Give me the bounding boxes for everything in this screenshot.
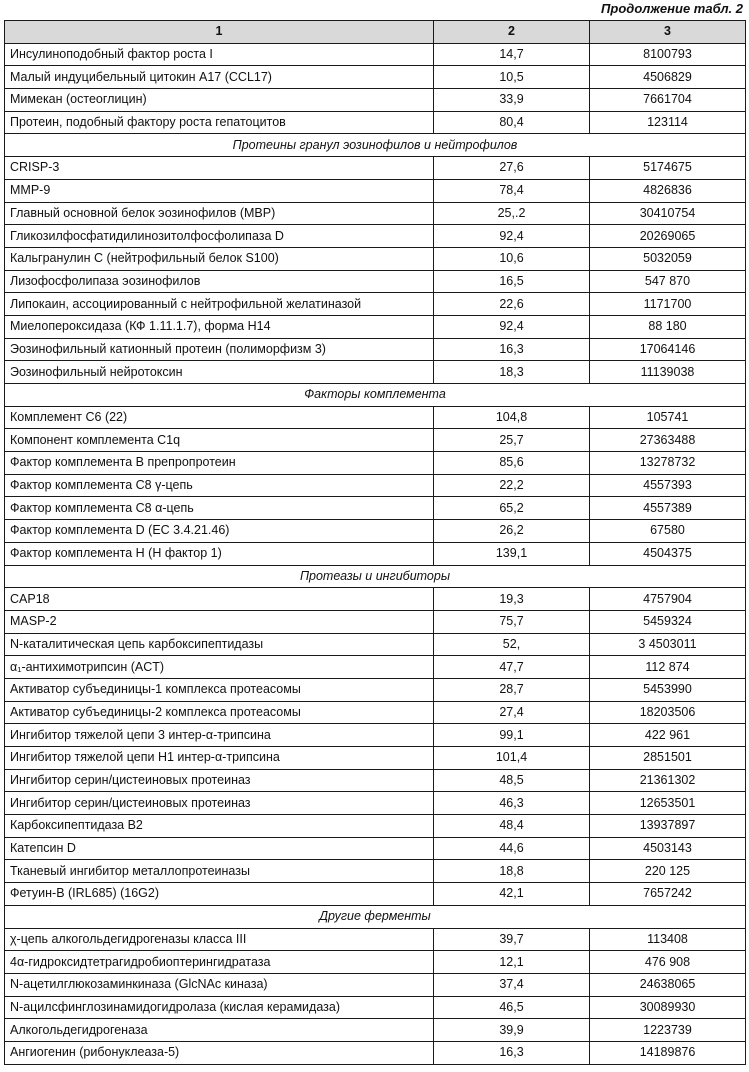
cell-name: Фактор комплемента D (EC 3.4.21.46) (5, 520, 434, 543)
cell-col3: 20269065 (590, 225, 746, 248)
table-row (5, 542, 746, 565)
cell-name: N-ацилсфинглозинамидогидролаза (кислая керамидаза) (5, 996, 434, 1019)
cell-col3: 14189876 (590, 1041, 746, 1064)
cell-col2: 25,7 (434, 429, 590, 452)
cell-name: Ингибитор тяжелой цепи 3 интер-α-трипсина (5, 724, 434, 747)
table-row (5, 89, 746, 112)
cell-col2: 27,6 (434, 157, 590, 180)
cell-name: Эозинофильный нейротоксин (5, 361, 434, 384)
cell-name: Фактор комплемента C8 γ-цепь (5, 474, 434, 497)
cell-name: Протеин, подобный фактору роста гепатоцитов (5, 111, 434, 134)
cell-name: Комплемент C6 (22) (5, 406, 434, 429)
section-title: Другие ферменты (5, 905, 746, 928)
section-row (5, 384, 746, 407)
cell-col2: 22,6 (434, 293, 590, 316)
cell-col3: 123114 (590, 111, 746, 134)
table-row (5, 951, 746, 974)
column-header-1: 1 (5, 21, 434, 44)
cell-col3: 547 870 (590, 270, 746, 293)
cell-col2: 48,5 (434, 769, 590, 792)
cell-col3: 13937897 (590, 815, 746, 838)
cell-col3: 12653501 (590, 792, 746, 815)
cell-col3: 5453990 (590, 678, 746, 701)
table-row (5, 1019, 746, 1042)
cell-name: CAP18 (5, 588, 434, 611)
cell-col3: 5174675 (590, 157, 746, 180)
cell-col3: 24638065 (590, 973, 746, 996)
cell-col2: 92,4 (434, 225, 590, 248)
table-row (5, 656, 746, 679)
cell-col2: 52, (434, 633, 590, 656)
table-row (5, 270, 746, 293)
cell-name: Катепсин D (5, 837, 434, 860)
cell-name: Кальгранулин C (нейтрофильный белок S100) (5, 247, 434, 270)
table-row (5, 293, 746, 316)
cell-name: Лизофосфолипаза эозинофилов (5, 270, 434, 293)
cell-col2: 42,1 (434, 883, 590, 906)
cell-col2: 80,4 (434, 111, 590, 134)
section-title: Факторы комплемента (5, 384, 746, 407)
cell-col3: 112 874 (590, 656, 746, 679)
cell-name: Тканевый ингибитор металлопротеиназы (5, 860, 434, 883)
table-row (5, 792, 746, 815)
cell-col2: 16,3 (434, 338, 590, 361)
cell-col2: 27,4 (434, 701, 590, 724)
table-row (5, 678, 746, 701)
table-row (5, 43, 746, 66)
cell-name: Главный основной белок эозинофилов (MBP) (5, 202, 434, 225)
cell-col2: 92,4 (434, 315, 590, 338)
cell-col2: 46,3 (434, 792, 590, 815)
cell-col2: 85,6 (434, 452, 590, 475)
table-row (5, 315, 746, 338)
cell-col3: 7661704 (590, 89, 746, 112)
table-row (5, 610, 746, 633)
cell-col2: 26,2 (434, 520, 590, 543)
cell-col2: 75,7 (434, 610, 590, 633)
table-row (5, 406, 746, 429)
cell-col3: 88 180 (590, 315, 746, 338)
cell-name: Гликозилфосфатидилинозитолфосфолипаза D (5, 225, 434, 248)
cell-name: N-каталитическая цепь карбоксипептидазы (5, 633, 434, 656)
cell-col3: 4506829 (590, 66, 746, 89)
cell-col3: 3 4503011 (590, 633, 746, 656)
cell-name: Фактор комплемента B препропротеин (5, 452, 434, 475)
table-row (5, 860, 746, 883)
header-row (5, 21, 746, 44)
table-row (5, 429, 746, 452)
table-row (5, 111, 746, 134)
table-row (5, 202, 746, 225)
cell-col3: 1223739 (590, 1019, 746, 1042)
cell-name: CRISP-3 (5, 157, 434, 180)
cell-col2: 10,6 (434, 247, 590, 270)
table-row (5, 497, 746, 520)
cell-name: Мимекан (остеоглицин) (5, 89, 434, 112)
cell-col3: 113408 (590, 928, 746, 951)
cell-col3: 2851501 (590, 747, 746, 770)
table-row (5, 474, 746, 497)
cell-name: MMP-9 (5, 179, 434, 202)
section-title: Протеазы и ингибиторы (5, 565, 746, 588)
cell-col2: 46,5 (434, 996, 590, 1019)
cell-col2: 101,4 (434, 747, 590, 770)
section-row (5, 565, 746, 588)
cell-name: N-ацетилглюкозаминкиназа (GlcNAc киназа) (5, 973, 434, 996)
cell-name: Алкогольдегидрогеназа (5, 1019, 434, 1042)
table-body (5, 43, 746, 1064)
table-row (5, 815, 746, 838)
cell-col2: 39,9 (434, 1019, 590, 1042)
cell-name: Эозинофильный катионный протеин (полиморфизм 3) (5, 338, 434, 361)
cell-col2: 12,1 (434, 951, 590, 974)
cell-col3: 4757904 (590, 588, 746, 611)
cell-col2: 65,2 (434, 497, 590, 520)
cell-name: α₁-антихимотрипсин (ACT) (5, 656, 434, 679)
cell-name: Карбоксипептидаза B2 (5, 815, 434, 838)
cell-col2: 19,3 (434, 588, 590, 611)
cell-col2: 37,4 (434, 973, 590, 996)
cell-name: Ингибитор серин/цистеиновых протеиназ (5, 769, 434, 792)
cell-col3: 13278732 (590, 452, 746, 475)
cell-col2: 18,3 (434, 361, 590, 384)
column-header-3: 3 (590, 21, 746, 44)
data-table (4, 20, 746, 1065)
table-row (5, 225, 746, 248)
cell-col2: 44,6 (434, 837, 590, 860)
table-row (5, 452, 746, 475)
cell-col3: 1171700 (590, 293, 746, 316)
cell-name: 4α-гидроксидтетрагидробиоптерингидратаза (5, 951, 434, 974)
cell-col2: 78,4 (434, 179, 590, 202)
cell-name: Фактор комплемента C8 α-цепь (5, 497, 434, 520)
cell-name: Липокаин, ассоциированный с нейтрофильной желатиназой (5, 293, 434, 316)
cell-col2: 48,4 (434, 815, 590, 838)
table-row (5, 588, 746, 611)
cell-col2: 16,3 (434, 1041, 590, 1064)
table-row (5, 247, 746, 270)
cell-name: Ингибитор серин/цистеиновых протеиназ (5, 792, 434, 815)
cell-col3: 27363488 (590, 429, 746, 452)
cell-col3: 67580 (590, 520, 746, 543)
cell-name: Малый индуцибельный цитокин A17 (CCL17) (5, 66, 434, 89)
cell-col3: 5459324 (590, 610, 746, 633)
table-row (5, 996, 746, 1019)
cell-col2: 22,2 (434, 474, 590, 497)
cell-col2: 10,5 (434, 66, 590, 89)
cell-name: Миелопероксидаза (КФ 1.11.1.7), форма H14 (5, 315, 434, 338)
cell-col2: 16,5 (434, 270, 590, 293)
cell-col3: 220 125 (590, 860, 746, 883)
table-row (5, 1041, 746, 1064)
table-row (5, 747, 746, 770)
cell-col3: 8100793 (590, 43, 746, 66)
section-row (5, 134, 746, 157)
cell-col2: 99,1 (434, 724, 590, 747)
table-row (5, 837, 746, 860)
cell-col3: 4504375 (590, 542, 746, 565)
cell-col2: 28,7 (434, 678, 590, 701)
cell-col2: 139,1 (434, 542, 590, 565)
cell-col3: 21361302 (590, 769, 746, 792)
cell-col3: 105741 (590, 406, 746, 429)
cell-col3: 5032059 (590, 247, 746, 270)
cell-col2: 18,8 (434, 860, 590, 883)
table-row (5, 66, 746, 89)
table-row (5, 973, 746, 996)
cell-col3: 476 908 (590, 951, 746, 974)
cell-name: Компонент комплемента C1q (5, 429, 434, 452)
cell-col3: 4557389 (590, 497, 746, 520)
table-caption: Продолжение табл. 2 (601, 1, 743, 16)
table-row (5, 928, 746, 951)
table-row (5, 520, 746, 543)
cell-col3: 4826836 (590, 179, 746, 202)
section-row (5, 905, 746, 928)
table-row (5, 633, 746, 656)
cell-col2: 14,7 (434, 43, 590, 66)
cell-name: Ангиогенин (рибонуклеаза-5) (5, 1041, 434, 1064)
cell-name: Ингибитор тяжелой цепи H1 интер-α-трипсина (5, 747, 434, 770)
table-row (5, 179, 746, 202)
cell-col3: 4557393 (590, 474, 746, 497)
cell-col3: 422 961 (590, 724, 746, 747)
cell-col2: 33,9 (434, 89, 590, 112)
cell-col2: 47,7 (434, 656, 590, 679)
column-header-2: 2 (434, 21, 590, 44)
table-row (5, 361, 746, 384)
cell-name: χ-цепь алкогольдегидрогеназы класса III (5, 928, 434, 951)
table-row (5, 769, 746, 792)
cell-name: MASP-2 (5, 610, 434, 633)
cell-col2: 39,7 (434, 928, 590, 951)
table-row (5, 338, 746, 361)
cell-col2: 104,8 (434, 406, 590, 429)
cell-col3: 18203506 (590, 701, 746, 724)
cell-col3: 4503143 (590, 837, 746, 860)
table-row (5, 883, 746, 906)
cell-name: Фактор комплемента H (H фактор 1) (5, 542, 434, 565)
cell-col3: 30089930 (590, 996, 746, 1019)
cell-name: Активатор субъединицы-2 комплекса протеасомы (5, 701, 434, 724)
cell-col3: 7657242 (590, 883, 746, 906)
table-row (5, 157, 746, 180)
cell-name: Активатор субъединицы-1 комплекса протеасомы (5, 678, 434, 701)
cell-col3: 17064146 (590, 338, 746, 361)
section-title: Протеины гранул эозинофилов и нейтрофилов (5, 134, 746, 157)
table-row (5, 724, 746, 747)
cell-col3: 11139038 (590, 361, 746, 384)
cell-col3: 30410754 (590, 202, 746, 225)
cell-name: Инсулиноподобный фактор роста I (5, 43, 434, 66)
cell-col2: 25,.2 (434, 202, 590, 225)
table-row (5, 701, 746, 724)
cell-name: Фетуин-B (IRL685) (16G2) (5, 883, 434, 906)
